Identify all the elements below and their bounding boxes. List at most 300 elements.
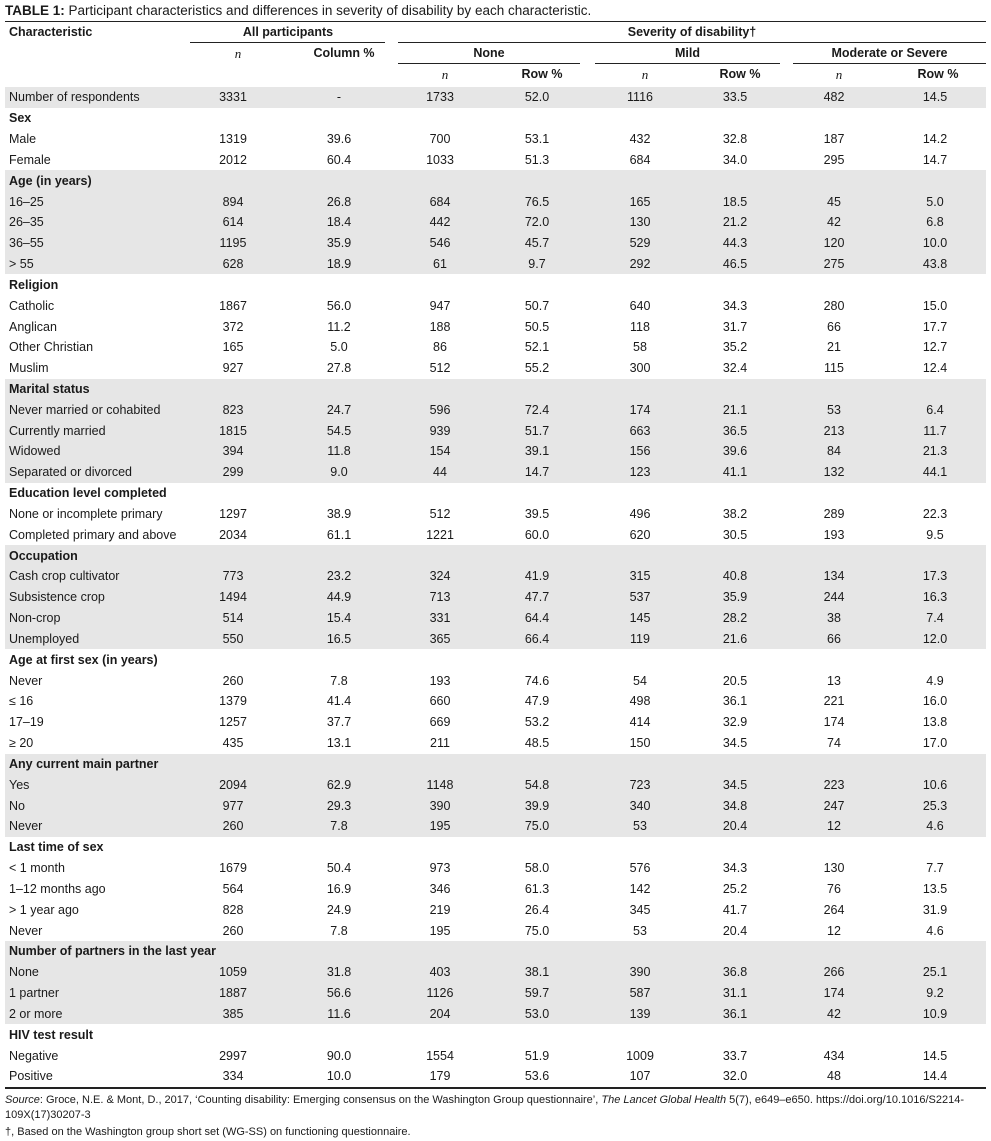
table-cell: 299 — [188, 462, 278, 483]
table-cell: 385 — [188, 1003, 278, 1024]
table-row — [5, 795, 986, 816]
table-cell: 34.0 — [722, 152, 748, 167]
table-cell: 52.1 — [524, 340, 550, 355]
table-cell: 300 — [629, 361, 651, 376]
row-label: Never — [9, 923, 43, 938]
table-cell: 16.3 — [884, 587, 986, 608]
table-cell: 13.1 — [326, 736, 352, 751]
table-cell: 1679 — [219, 861, 247, 876]
table-label: TABLE 1: — [5, 3, 65, 18]
header-all-participants: All participants — [242, 25, 334, 39]
table-cell: 15.4 — [278, 608, 400, 629]
row-label: Anglican — [9, 319, 57, 334]
table-cell: 29.3 — [278, 795, 400, 816]
row-label: 17–19 — [9, 715, 44, 730]
table-cell: 3331 — [188, 87, 278, 108]
section-header-row — [5, 274, 986, 295]
section-header-row — [5, 483, 986, 504]
rule-mild — [595, 63, 780, 64]
table-cell: 244 — [784, 587, 884, 608]
row-label: 16–25 — [5, 191, 188, 212]
table-cell: 51.7 — [480, 420, 594, 441]
table-cell: 64.4 — [480, 608, 594, 629]
table-cell: 977 — [188, 795, 278, 816]
table-cell: 10.0 — [326, 1069, 352, 1084]
table-row — [5, 629, 986, 650]
table-row — [5, 524, 986, 545]
rule-all-participants — [190, 42, 385, 43]
table-cell: 60.0 — [524, 527, 550, 542]
table-cell: 132 — [784, 462, 884, 483]
row-label: 1–12 months ago — [9, 881, 106, 896]
table-cell: 211 — [430, 736, 450, 751]
table-cell: 315 — [594, 566, 686, 587]
table-cell: 372 — [222, 319, 244, 334]
table-cell: 47.7 — [480, 587, 594, 608]
table-cell: 40.8 — [686, 566, 784, 587]
table-cell: 223 — [784, 774, 884, 795]
table-row — [5, 337, 986, 358]
table-cell: 17.0 — [922, 736, 948, 751]
table-cell: 26.8 — [278, 191, 400, 212]
table-cell: 17.7 — [922, 319, 948, 334]
row-label: Never — [9, 673, 43, 688]
table-row — [5, 441, 986, 462]
table-cell: 21.6 — [686, 629, 784, 650]
table-cell: 45.7 — [480, 233, 594, 254]
table-cell: 13 — [827, 673, 841, 688]
table-cell: 46.5 — [686, 254, 784, 275]
table-cell: 74.6 — [524, 673, 550, 688]
table-row — [5, 816, 986, 837]
table-cell: 394 — [188, 441, 278, 462]
header-n-moderate: n — [835, 67, 843, 82]
table-cell: 41.9 — [480, 566, 594, 587]
table-cell: 24.9 — [326, 902, 352, 917]
row-label: Never married or cohabited — [5, 399, 188, 420]
table-cell: 26.4 — [524, 902, 550, 917]
row-label: 26–35 — [5, 212, 188, 233]
section-title: Education level completed — [9, 486, 167, 501]
table-cell: 684 — [400, 191, 480, 212]
table-cell: 28.2 — [686, 608, 784, 629]
table-cell: 7.8 — [278, 816, 400, 837]
table-cell: 21 — [827, 340, 841, 355]
header-n-mild: n — [641, 67, 649, 82]
table-cell: 264 — [823, 902, 845, 917]
table-row — [5, 670, 986, 691]
table-row — [5, 858, 986, 879]
table-cell: 16.0 — [922, 694, 948, 709]
table-cell: 12.4 — [922, 361, 948, 376]
table-cell: 34.3 — [722, 861, 748, 876]
table-row — [5, 1045, 986, 1066]
table-cell: 32.8 — [722, 132, 748, 147]
table-cell: 31.8 — [278, 962, 400, 983]
row-label: Non-crop — [5, 608, 188, 629]
table-cell: 700 — [429, 132, 451, 147]
table-cell: 1815 — [188, 420, 278, 441]
section-header-row — [5, 170, 986, 191]
row-label: ≤ 16 — [9, 694, 34, 709]
table-cell: 260 — [222, 923, 244, 938]
table-cell: 213 — [784, 420, 884, 441]
table-cell: 53.1 — [524, 132, 550, 147]
table-row — [5, 504, 986, 525]
header-column-pct: Column % — [313, 46, 375, 60]
row-label: Positive — [9, 1069, 53, 1084]
footnote: †, Based on the Washington group short set (WG-SS) on functioning questionnaire. — [5, 1126, 411, 1138]
table-cell: 54.5 — [278, 420, 400, 441]
table-cell: 51.3 — [524, 152, 550, 167]
table-cell: 76 — [827, 881, 841, 896]
table-cell: 434 — [823, 1048, 845, 1063]
table-cell: 512 — [429, 506, 451, 521]
table-cell: 21.3 — [884, 441, 986, 462]
table-cell: 14.7 — [480, 462, 594, 483]
table-cell: 33.7 — [722, 1048, 748, 1063]
table-cell: 15.0 — [922, 298, 948, 313]
table-cell: 20.4 — [722, 923, 748, 938]
table-cell: 219 — [429, 902, 451, 917]
row-label: Male — [9, 132, 37, 147]
table-cell: 53.0 — [480, 1003, 594, 1024]
section-title: Marital status — [5, 379, 986, 400]
section-title: Number of partners in the last year — [5, 941, 986, 962]
table-cell: 74 — [827, 736, 841, 751]
table-cell: 221 — [823, 694, 845, 709]
table-cell: 119 — [594, 629, 686, 650]
top-rule — [5, 21, 986, 22]
table-cell: 828 — [222, 902, 244, 917]
table-row — [5, 608, 986, 629]
source-journal: The Lancet Global Health — [601, 1094, 727, 1106]
table-row — [5, 462, 986, 483]
source-note — [5, 1093, 985, 1123]
table-cell: 292 — [594, 254, 686, 275]
table-cell: 9.7 — [480, 254, 594, 275]
row-label: ≥ 20 — [9, 736, 34, 751]
table-cell: 640 — [629, 298, 651, 313]
table-row — [5, 899, 986, 920]
section-header-row — [5, 837, 986, 858]
table-cell: 36.5 — [686, 420, 784, 441]
table-cell: 2094 — [188, 774, 278, 795]
table-cell: 35.2 — [722, 340, 748, 355]
table-cell: 482 — [784, 87, 884, 108]
section-title: Occupation — [5, 545, 986, 566]
table-cell: 34.3 — [722, 298, 748, 313]
table-cell: 16.5 — [278, 629, 400, 650]
table-cell: 14.2 — [922, 132, 948, 147]
table-cell: 9.2 — [884, 983, 986, 1004]
table-cell: 390 — [594, 962, 686, 983]
table-cell: 66.4 — [480, 629, 594, 650]
section-title: HIV test result — [9, 1027, 94, 1042]
table-cell: 41.7 — [722, 902, 748, 917]
table-cell: 53 — [633, 923, 647, 938]
row-label: Completed primary and above — [9, 527, 177, 542]
table-cell: 35.9 — [686, 587, 784, 608]
table-cell: 36.1 — [686, 1003, 784, 1024]
row-label: Separated or divorced — [5, 462, 188, 483]
table-cell: 7.4 — [884, 608, 986, 629]
header-row-pct-mild: Row % — [719, 67, 761, 81]
table-cell: 1554 — [426, 1048, 454, 1063]
table-cell: 10.6 — [884, 774, 986, 795]
table-cell: 1319 — [219, 132, 247, 147]
table-cell: 289 — [823, 506, 845, 521]
table-cell: 66 — [827, 319, 841, 334]
table-cell: 21.2 — [686, 212, 784, 233]
header-n-all: n — [234, 46, 242, 61]
table-cell: 11.2 — [327, 319, 351, 334]
header-mild: Mild — [675, 46, 700, 60]
table-cell: 36.1 — [722, 694, 748, 709]
table-cell: 2034 — [219, 527, 247, 542]
table-row — [5, 129, 986, 150]
table-cell: 713 — [400, 587, 480, 608]
table-cell: 56.0 — [326, 298, 352, 313]
table-cell: 39.6 — [326, 132, 352, 147]
table-row — [5, 1003, 986, 1024]
section-header-row — [5, 379, 986, 400]
table-row — [5, 1066, 986, 1087]
table-cell: 596 — [400, 399, 480, 420]
table-cell: 24.7 — [278, 399, 400, 420]
table-cell: 684 — [629, 152, 651, 167]
table-cell: 1494 — [188, 587, 278, 608]
table-cell: 576 — [629, 861, 651, 876]
row-label: Currently married — [5, 420, 188, 441]
table-cell: 550 — [188, 629, 278, 650]
table-cell: 628 — [188, 254, 278, 275]
table-cell: 12.7 — [922, 340, 948, 355]
table-cell: 195 — [429, 923, 451, 938]
table-row — [5, 566, 986, 587]
table-row — [5, 920, 986, 941]
table-cell: 6.8 — [884, 212, 986, 233]
table-cell: 403 — [400, 962, 480, 983]
rule-none — [398, 63, 580, 64]
table-cell: 50.4 — [326, 861, 352, 876]
table-cell: 145 — [594, 608, 686, 629]
source-label: Source — [5, 1094, 40, 1106]
table-cell: 115 — [824, 361, 844, 376]
table-cell: 5.0 — [884, 191, 986, 212]
table-cell: 193 — [823, 527, 845, 542]
table-cell: 340 — [594, 795, 686, 816]
table-cell: 41.4 — [326, 694, 352, 709]
table-cell: 275 — [784, 254, 884, 275]
table-cell: 188 — [429, 319, 451, 334]
table-cell: 44 — [400, 462, 480, 483]
table-cell: 39.9 — [480, 795, 594, 816]
table-row — [5, 191, 986, 212]
table-cell: 14.4 — [922, 1069, 948, 1084]
table-cell: 9.5 — [926, 527, 944, 542]
table-cell: 150 — [629, 736, 651, 751]
table-cell: 894 — [188, 191, 278, 212]
table-cell: 12 — [827, 923, 841, 938]
table-cell: 38.1 — [480, 962, 594, 983]
table-cell: 59.7 — [480, 983, 594, 1004]
table-cell: 25.3 — [884, 795, 986, 816]
section-header-row — [5, 649, 986, 670]
table-cell: 18.4 — [278, 212, 400, 233]
table-cell: 42 — [784, 1003, 884, 1024]
table-cell: 48 — [827, 1069, 841, 1084]
table-cell: 39.5 — [524, 506, 550, 521]
table-cell: 165 — [222, 340, 244, 355]
table-cell: 38.2 — [722, 506, 748, 521]
table-cell: 20.5 — [722, 673, 748, 688]
table-cell: 45 — [784, 191, 884, 212]
table-cell: 41.1 — [686, 462, 784, 483]
table-cell: 514 — [188, 608, 278, 629]
section-header-row — [5, 1024, 986, 1045]
row-label: Unemployed — [5, 629, 188, 650]
table-cell: 72.0 — [480, 212, 594, 233]
table-cell: 390 — [400, 795, 480, 816]
table-cell: 663 — [594, 420, 686, 441]
table-cell: 179 — [429, 1069, 451, 1084]
table-cell: 442 — [400, 212, 480, 233]
rule-severity — [398, 42, 986, 43]
table-cell: 21.1 — [686, 399, 784, 420]
table-row — [5, 295, 986, 316]
table-cell: 34.8 — [686, 795, 784, 816]
table-cell: 2012 — [219, 152, 247, 167]
row-label: Catholic — [9, 298, 55, 313]
table-cell: 432 — [629, 132, 651, 147]
table-row — [5, 358, 986, 379]
table-cell: 30.5 — [722, 527, 748, 542]
table-cell: 927 — [222, 361, 244, 376]
table-cell: 14.7 — [922, 152, 948, 167]
table-cell: 130 — [594, 212, 686, 233]
header-characteristic: Characteristic — [9, 25, 93, 39]
row-label: Cash crop cultivator — [5, 566, 188, 587]
table-cell: 90.0 — [326, 1048, 352, 1063]
table-cell: 187 — [823, 132, 845, 147]
header-moderate-severe: Moderate or Severe — [831, 46, 948, 60]
table-caption — [5, 3, 591, 18]
table-cell: 17.3 — [884, 566, 986, 587]
table-cell: 27.8 — [326, 361, 352, 376]
table-cell: 7.8 — [330, 673, 348, 688]
table-cell: 174 — [823, 715, 845, 730]
row-label: None — [5, 962, 188, 983]
table-cell: 14.5 — [922, 1048, 948, 1063]
table-cell: 107 — [629, 1069, 651, 1084]
table-cell: 31.7 — [722, 319, 748, 334]
table-cell: 13.5 — [922, 881, 948, 896]
header-none: None — [473, 46, 505, 60]
table-cell: 1148 — [400, 774, 480, 795]
table-cell: 260 — [188, 816, 278, 837]
table-row — [5, 87, 986, 108]
table-cell: 84 — [784, 441, 884, 462]
table-row — [5, 878, 986, 899]
source-doi: 5(7), e649–e650. https://doi.org/10.1016/S2214-109X(17)30207-3 — [5, 1094, 965, 1121]
row-label: > 55 — [5, 254, 188, 275]
table-cell: 496 — [629, 506, 651, 521]
table-cell: 11.7 — [884, 420, 986, 441]
row-label: 36–55 — [5, 233, 188, 254]
table-cell: 1379 — [219, 694, 247, 709]
table-cell: 345 — [629, 902, 651, 917]
table-cell: 66 — [784, 629, 884, 650]
table-cell: 174 — [784, 983, 884, 1004]
table-cell: 10.0 — [884, 233, 986, 254]
table-row — [5, 254, 986, 275]
table-cell: 52.0 — [480, 87, 594, 108]
table-cell: 86 — [433, 340, 447, 355]
row-label: Muslim — [9, 361, 49, 376]
table-cell: 39.6 — [686, 441, 784, 462]
table-cell: 53.2 — [524, 715, 550, 730]
table-row — [5, 316, 986, 337]
table-cell: 61.3 — [524, 881, 550, 896]
table-cell: 72.4 — [480, 399, 594, 420]
table-cell: 414 — [629, 715, 651, 730]
table-cell: 6.4 — [884, 399, 986, 420]
table-cell: 669 — [429, 715, 451, 730]
table-cell: 42 — [784, 212, 884, 233]
table-cell: 9.0 — [278, 462, 400, 483]
table-title: Participant characteristics and differences in severity of disability by each characteristic. — [64, 3, 592, 18]
table-row — [5, 774, 986, 795]
table-cell: 16.9 — [326, 881, 352, 896]
table-cell: 4.6 — [926, 923, 944, 938]
table-cell: 537 — [594, 587, 686, 608]
table-cell: 973 — [429, 861, 451, 876]
row-label: None or incomplete primary — [9, 506, 163, 521]
table-cell: 280 — [823, 298, 845, 313]
table-cell: 2997 — [219, 1048, 247, 1063]
table-cell: 25.2 — [722, 881, 748, 896]
table-cell: 54.8 — [480, 774, 594, 795]
table-cell: 723 — [594, 774, 686, 795]
table-cell: 1887 — [188, 983, 278, 1004]
table-cell: 33.5 — [686, 87, 784, 108]
table-cell: 53 — [594, 816, 686, 837]
row-label: 1 partner — [5, 983, 188, 1004]
table-row — [5, 983, 986, 1004]
table-row — [5, 691, 986, 712]
table-cell: 154 — [400, 441, 480, 462]
table-cell: 32.0 — [722, 1069, 748, 1084]
table-cell: 34.5 — [686, 774, 784, 795]
table-cell: 324 — [400, 566, 480, 587]
table-cell: 498 — [629, 694, 651, 709]
section-title: Last time of sex — [9, 840, 104, 855]
section-header-row — [5, 108, 986, 129]
table-cell: 60.4 — [326, 152, 352, 167]
table-cell: 13.8 — [922, 715, 948, 730]
table-cell: 1733 — [400, 87, 480, 108]
table-cell: 11.6 — [278, 1003, 400, 1024]
table-cell: 31.1 — [686, 983, 784, 1004]
table-cell: 947 — [429, 298, 451, 313]
table-cell: 139 — [594, 1003, 686, 1024]
table-cell: 34.5 — [722, 736, 748, 751]
table-cell: 38 — [784, 608, 884, 629]
row-label: Widowed — [5, 441, 188, 462]
table-cell: 564 — [222, 881, 244, 896]
table-cell: 44.9 — [278, 587, 400, 608]
